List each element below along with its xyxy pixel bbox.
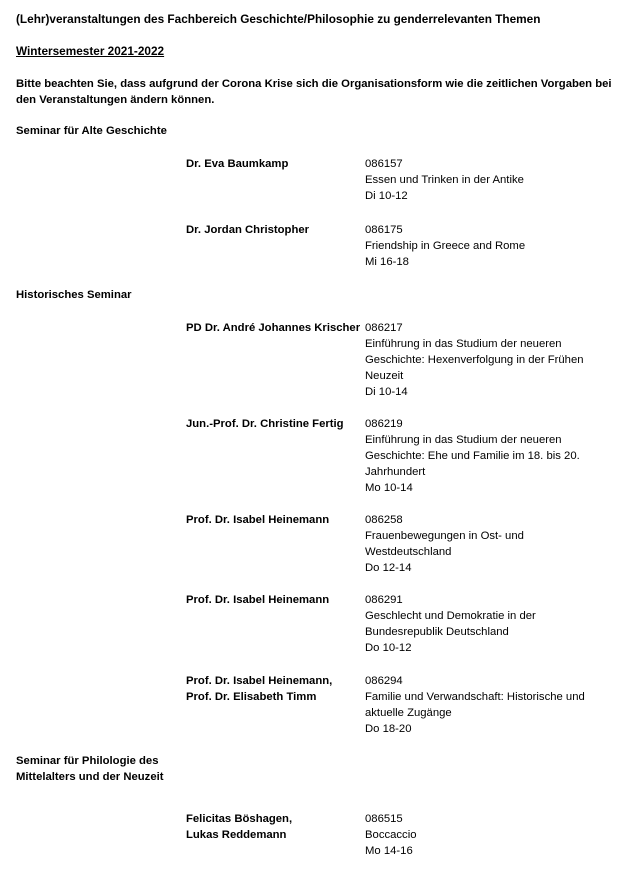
course-lecturer: Dr. Jordan Christopher <box>186 224 310 236</box>
course-title: Familie und Verwandschaft: Historische und aktuelle Zugänge <box>365 691 585 719</box>
corona-notice: Bitte beachten Sie, dass aufgrund der Corona Krise sich die Organisationsform wie die zeitlichen Vorgaben bei den Veranstaltungen ändern können. <box>16 78 612 106</box>
section-heading-historisches-seminar: Historisches Seminar <box>16 289 132 301</box>
course-lecturer: Prof. Dr. Isabel Heinemann <box>186 594 330 606</box>
course-number: 086291 <box>365 594 403 606</box>
course-details <box>365 320 605 400</box>
course-details <box>365 416 605 496</box>
course-time: Do 12-14 <box>365 562 412 574</box>
course-title: Boccaccio <box>365 829 417 841</box>
course-lecturer: Prof. Dr. Isabel Heinemann, Prof. Dr. Elisabeth Timm <box>186 675 333 703</box>
course-time: Di 10-12 <box>365 190 408 202</box>
course-title: Frauenbewegungen in Ost- und Westdeutschland <box>365 530 524 558</box>
course-lecturer: Dr. Eva Baumkamp <box>186 158 289 170</box>
course-lecturer: Prof. Dr. Isabel Heinemann <box>186 514 330 526</box>
section-heading-philologie: Seminar für Philologie des Mittelalters und der Neuzeit <box>16 755 164 783</box>
course-number: 086217 <box>365 322 403 334</box>
course-number: 086175 <box>365 224 403 236</box>
course-details <box>365 512 540 576</box>
course-number: 086258 <box>365 514 403 526</box>
course-details <box>365 592 560 656</box>
course-title: Geschlecht und Demokratie in der Bundesrepublik Deutschland <box>365 610 536 638</box>
course-time: Mo 10-14 <box>365 482 413 494</box>
course-time: Di 10-14 <box>365 386 408 398</box>
course-details <box>365 222 605 270</box>
course-number: 086219 <box>365 418 403 430</box>
course-number: 086294 <box>365 675 403 687</box>
page-title: (Lehr)veranstaltungen des Fachbereich Geschichte/Philosophie zu genderrelevanten Themen <box>16 12 541 26</box>
semester-heading: Wintersemester 2021-2022 <box>16 44 165 58</box>
course-title: Einführung in das Studium der neueren Geschichte: Ehe und Familie im 18. bis 20. Jahrhundert <box>365 434 580 478</box>
course-title: Friendship in Greece and Rome <box>365 240 526 252</box>
course-number: 086515 <box>365 813 403 825</box>
course-details <box>365 156 605 204</box>
course-details <box>365 811 605 859</box>
section-heading-alte-geschichte: Seminar für Alte Geschichte <box>16 125 167 137</box>
course-title: Einführung in das Studium der neueren Geschichte: Hexenverfolgung in der Frühen Neuzeit <box>365 338 584 382</box>
course-number: 086157 <box>365 158 403 170</box>
course-time: Do 10-12 <box>365 642 412 654</box>
course-time: Mi 16-18 <box>365 256 409 268</box>
course-details <box>365 673 605 737</box>
course-title: Essen und Trinken in der Antike <box>365 174 524 186</box>
course-time: Do 18-20 <box>365 723 412 735</box>
course-time: Mo 14-16 <box>365 845 413 857</box>
course-lecturer: Jun.-Prof. Dr. Christine Fertig <box>186 418 344 430</box>
course-lecturer: Felicitas Böshagen, Lukas Reddemann <box>186 813 293 841</box>
course-lecturer: PD Dr. André Johannes Krischer <box>186 322 361 334</box>
